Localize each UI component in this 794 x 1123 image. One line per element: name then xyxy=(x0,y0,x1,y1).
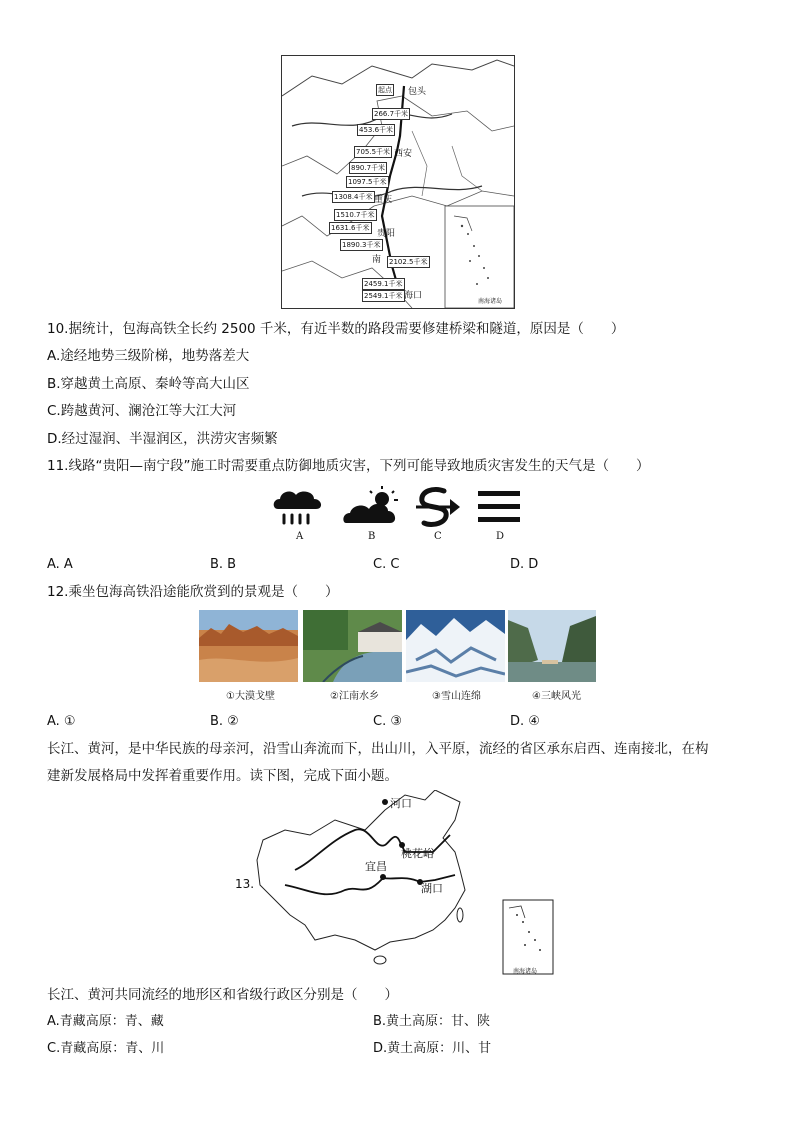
city-label: 包头 xyxy=(408,87,427,97)
city-label: 海口 xyxy=(404,291,423,301)
distance-label: 2102.5千米 xyxy=(389,258,428,266)
icon-label-d: D xyxy=(496,531,505,542)
question-13-option-d[interactable]: D.黄土高原：川、甘 xyxy=(373,1041,492,1056)
question-10-stem: 10.据统计，包海高铁全长约 2500 千米，有近半数的路段需要修建桥梁和隧道，原因是（ ） xyxy=(47,321,625,337)
distance-label: 266.7千米 xyxy=(374,110,409,118)
question-12-option-a[interactable]: A. ① xyxy=(47,714,76,729)
inset-label: 南海诸岛 xyxy=(478,298,503,305)
distance-label: 705.5千米 xyxy=(356,148,391,156)
question-11-option-c[interactable]: C. C xyxy=(373,557,400,572)
question-12-stem: 12.乘坐包海高铁沿途能欣赏到的景观是（ ） xyxy=(47,584,339,600)
snow-mountain-photo xyxy=(406,610,505,682)
distance-label: 453.6千米 xyxy=(359,126,394,134)
distance-label: 2549.1千米 xyxy=(364,292,403,300)
photo-caption: ①大漠戈壁 xyxy=(226,691,275,702)
question-10-option-d[interactable]: D.经过湿润、半湿润区，洪涝灾害频繁 xyxy=(47,431,278,447)
gorge-photo xyxy=(508,610,607,682)
question-11-option-a[interactable]: A. A xyxy=(47,557,73,572)
fog-icon xyxy=(476,489,522,525)
map-label: 宜昌 xyxy=(365,860,387,873)
map-label: 桃花峪 xyxy=(401,847,434,860)
question-13-number: 13. xyxy=(235,877,255,891)
distance-label: 890.7千米 xyxy=(351,164,386,172)
typhoon-icon xyxy=(414,485,464,529)
photo-caption: ③雪山连绵 xyxy=(432,691,481,702)
question-11-stem: 11.线路“贵阳—南宁段”施工时需要重点防御地质灾害，下列可能导致地质灾害发生的天气是（ ） xyxy=(47,458,650,474)
question-12-option-d[interactable]: D. ④ xyxy=(510,714,540,729)
rivers-map xyxy=(255,790,555,975)
distance-label: 1097.5千米 xyxy=(348,178,387,186)
photo-caption: ④三峡风光 xyxy=(532,691,581,702)
railway-route-map xyxy=(281,55,515,309)
icon-label-c: C xyxy=(434,531,442,542)
question-10-option-b[interactable]: B.穿越黄土高原、秦岭等高大山区 xyxy=(47,376,250,392)
distance-label: 1308.4千米 xyxy=(334,193,373,201)
distance-label: 1510.7千米 xyxy=(336,211,375,219)
question-12-option-b[interactable]: B. ② xyxy=(210,714,239,729)
partly-cloudy-icon xyxy=(342,485,404,529)
question-12-option-c[interactable]: C. ③ xyxy=(373,714,402,729)
map-label: 河口 xyxy=(390,797,412,810)
question-13-stem: 长江、黄河共同流经的地形区和省级行政区分别是（ ） xyxy=(47,987,398,1003)
question-13-option-b[interactable]: B.黄土高原：甘、陕 xyxy=(373,1014,491,1029)
distance-label: 起点 xyxy=(378,86,392,94)
inset-label: 南海诸岛 xyxy=(513,968,538,975)
map-label: 湖口 xyxy=(421,882,443,895)
question-10-option-c[interactable]: C.跨越黄河、澜沧江等大江大河 xyxy=(47,403,237,419)
photo-caption: ②江南水乡 xyxy=(330,691,379,702)
icon-label-b: B xyxy=(368,531,376,542)
passage-line-2: 建新发展格局中发挥着重要作用。读下图，完成下面小题。 xyxy=(47,768,398,784)
water-town-photo xyxy=(303,610,402,682)
question-11-option-b[interactable]: B. B xyxy=(210,557,237,572)
distance-label: 1890.3千米 xyxy=(342,241,381,249)
weather-icons xyxy=(270,485,530,545)
question-13-option-c[interactable]: C.青藏高原：青、川 xyxy=(47,1041,165,1056)
question-10-option-a[interactable]: A.途经地势三级阶梯，地势落差大 xyxy=(47,348,250,364)
distance-label: 1631.6千米 xyxy=(331,224,370,232)
distance-label: 2459.1千米 xyxy=(364,280,403,288)
city-label: 西安 xyxy=(394,149,413,159)
icon-label-a: A xyxy=(296,531,304,542)
passage-line-1: 长江、黄河，是中华民族的母亲河，沿雪山奔流而下，出山川，入平原，流经的省区承东启西、连南接北，在构 xyxy=(47,741,709,757)
desert-photo xyxy=(199,610,298,682)
city-label: 南 xyxy=(372,255,382,265)
heavy-rain-icon xyxy=(272,487,324,529)
city-label: 贵阳 xyxy=(377,229,396,239)
question-11-option-d[interactable]: D. D xyxy=(510,557,539,572)
city-label: 重庆 xyxy=(374,195,393,205)
question-13-option-a[interactable]: A.青藏高原：青、藏 xyxy=(47,1014,164,1029)
